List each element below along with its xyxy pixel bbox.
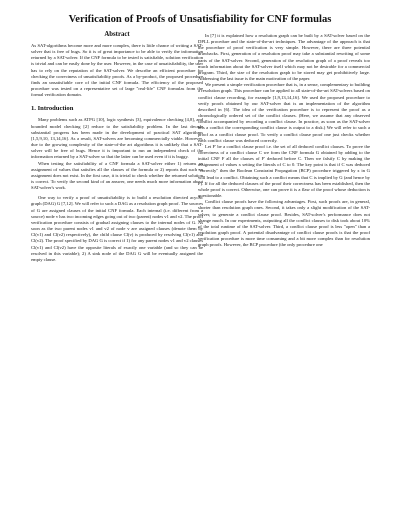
abstract-text: As SAT-algorithms become more and more complex, there is little chance of writing a SAT-solver that is free of bugs. So it is of great importance to be able to verify the information returned by a SAT-solver. If the CNF formula to be tested is satisfiable, solution verification is trivial and can be easily done by the user. However, in the case of unsatisfiability, the user has to rely on the reputation of the SAT-solver. We describe an efficient procedure for checking the correctness of unsatisfiability proofs. As a by-product, the proposed procedure finds an unsatisfiable core of the initial CNF formula. The efficiency of the proposed procedure was tested on a representative set of large "real-life" CNF formulas from the formal verification domain. — [31, 43, 203, 98]
paper-title: Verification of Proofs of Unsatisfiability for CNF formulas — [68, 14, 332, 25]
paragraph: In [7] it is explained how a resolution graph can be built by a SAT-solver based on the DPLL procedure and the state-of-the-art techniques. The advantage of the approach is that the procedure of proof verification is very simple. However, there are three potential drawbacks. First, generation of a resolution proof may take a substantial rewriting of some parts of the SAT-solver. Second, generation of the resolution graph of a proof reveals too much information about the SAT-solver itself which may not be desirable for a commercial program. Third, the size of the resolution graph to be stored may get prohibitively large. Addressing the last issue is the main motivation of the paper. — [198, 33, 370, 82]
paragraph: Conflict clause proofs have the following advantages. First, such proofs are, in general, shorter than resolution graph ones. Second, it takes only a slight modification of the SAT-solver, to generate a conflict clause proof. Besides, SAT-solver's performance does not change much. In our experiments, outputting all the conflict clauses to disk took about 10% of the total runtime of the SAT-solver. Third, a conflict clause proof is less "open" than a resolution graph proof. A potential disadvantage of conflict clause proofs is that the proof verification procedure is more time consuming and a bit more complex than for resolution graph proofs. However, the BCP procedure (the only procedure one — [198, 199, 370, 248]
paragraph: We present a simple verification procedure that is, in a sense, complementary to building a resolution graph. This procedure can be applied to all state-of-the-art SAT-solvers based on conflict clause recording, for example [1,9,13,14,16]. We used the proposed procedure to verify proofs obtained by our SAT-solver that is an implementation of the algorithm described in [6]. The idea of the verification procedure is to represent the proof as a chronologically ordered set of the conflict clauses. (Here, we assume that any observed conflict accompanied by recording a conflict clause. In practice, as soon as the SAT-solver hits a conflict the corresponding conflict clause is output to a disk.) We will refer to such a proof as a conflict clause proof. To verify a conflict clause proof one just checks whether each conflict clause was deduced correctly. — [198, 82, 370, 143]
section-heading-introduction: 1. Introduction — [31, 105, 74, 113]
paragraph: Let F' be a conflict clause proof i.e. the set of all deduced conflict clauses. To prove the correctness of a conflict clause C we form the CNF formula G obtained by adding to the initial CNF F all the clauses of F' deduced before C. Then we falsify C by making the assignment of values x setting the literals of C to 0. The key point is that if C was deduced "correctly" then the Boolean Constraint Propagation (BCP) procedure triggered by x in G will lead to a conflict. Obtaining such a conflict means that C is implied by G (and hence by F). If for all the deduced clauses of the proof their correctness has been established, then the whole proof is correct. Otherwise, one can prove it is a flaw of the proof whose deduction is questionable. — [198, 143, 370, 199]
paragraph: One way to verify a proof of unsatisfiability is to build a resolution directed acyclic graph (DAG) G [7,12]. We will refer to such a DAG as a resolution graph proof. The sources of G are assigned clauses of the initial CNF formula. Each internal (i.e. different from a source) node v has two incoming edges going out of two (parent) nodes v1 and v2. The proof verification procedure consists of gradual assigning clauses to the internal nodes of G. As soon as the two parent nodes v1 and v2 of node v are assigned clauses (denote them by Cl(v1) and Cl(v2) respectively), the child clause Cl(v) is produced by resolving Cl(v1) and Cl(v2). The proof specified by DAG G is correct if 1) for any parent nodes v1 and v2 clauses Cl(v1) and Cl(v2) have the opposite literals of exactly one variable (and so they can be resolved in this variable); 2) A sink node of the DAG G will be eventually assigned the empty clause. — [31, 195, 203, 262]
abstract-heading: Abstract — [104, 31, 130, 38]
left-column — [31, 30, 203, 263]
paragraph: Many problems such as ATPG [10], logic synthesis [3], equivalence checking [4,8], and bounded model checking [2] reduce to the satisfiability problem. In the last decade substantial progress has been made in the development of practical SAT algorithms [1,5,9,10, 13,14,16]. As a result, SAT-solvers are becoming commercially viable. However, due to the growing complexity of the state-of-the art algorithms it is unlikely that a SAT-solver will be free of bugs. Hence it is important to run an independent check of the information returned by a SAT-solver so that the latter can be used even if it is buggy. — [31, 117, 203, 160]
right-column — [198, 33, 370, 248]
paragraph: When testing the satisfiability of a CNF formula a SAT-solver either 1) returns an assignment of values that satisfies all the clauses of the formula or 2) reports that such an assignment does not exist. In the first case, it is trivial to check whether the returned solution is correct. To verify the second kind of an answer, one needs much more information about SAT-solver's work. — [31, 160, 203, 191]
